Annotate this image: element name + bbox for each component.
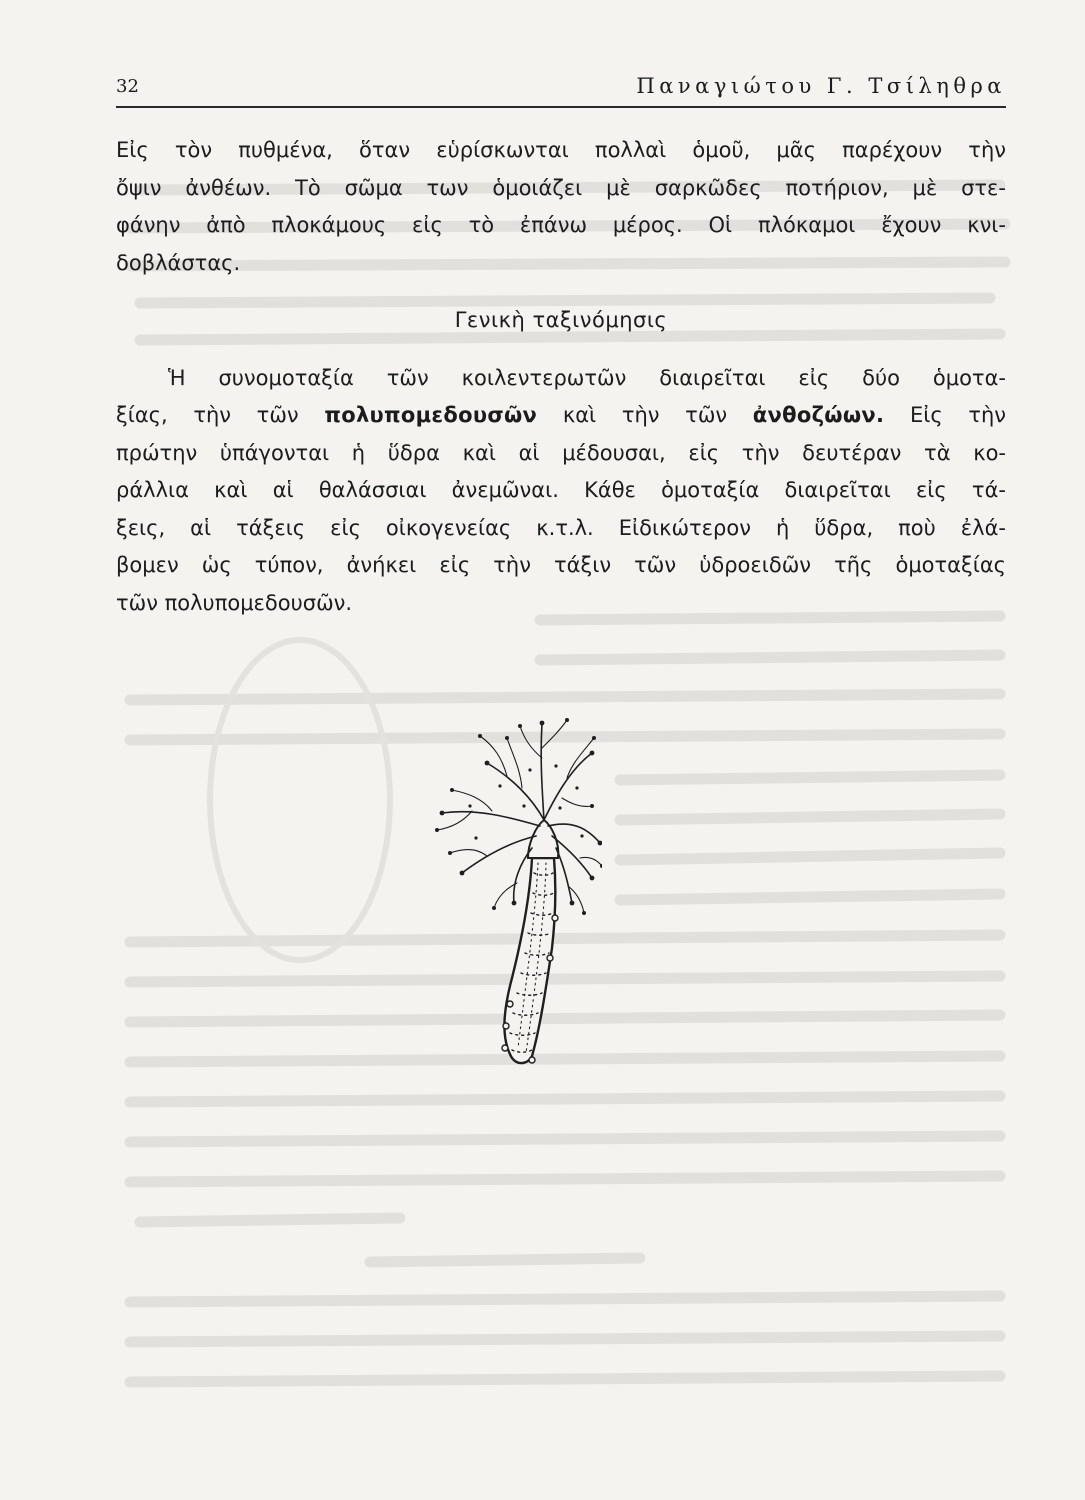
term-anthozoa: ἀνθοζώων. <box>752 403 885 427</box>
text-line: ὄψιν ἀνθέων. Τὸ σῶμα των ὁμοιάζει μὲ σαρκῶδες ποτήριον, μὲ στε- <box>116 175 1006 200</box>
text-span: Εἰς τὴν <box>884 403 1007 427</box>
paragraph-1 <box>116 132 1006 282</box>
term-polypomedusae: πολυπομεδουσῶν <box>324 403 538 427</box>
text-line: ξεις, αἱ τάξεις εἰς οἰκογενείας κ.τ.λ. Εἰδικώτερον ἡ ὕδρα, ποὺ ἐλά- <box>116 515 1006 540</box>
text-line: βομεν ὡς τύπον, ἀνήκει εἰς τὴν τάξιν τῶν ὑδροειδῶν τῆς ὁμοταξίας <box>116 553 1006 577</box>
text-span: ξίας, τὴν τῶν <box>116 403 325 427</box>
page-number: 32 <box>116 76 139 97</box>
paragraph-2 <box>116 360 1006 623</box>
text-line: Ἡ συνομοταξία τῶν κοιλεντερωτῶν διαιρεῖται εἰς δύο ὁμοτα- <box>168 365 1006 390</box>
text-line: Εἰς τὸν πυθμένα, ὅταν εὑρίσκωνται πολλαὶ ὁμοῦ, μᾶς παρέχουν τὴν <box>116 138 1006 162</box>
body-text <box>116 132 1006 622</box>
text-line: πρώτην ὑπάγονται ἡ ὕδρα καὶ αἱ μέδουσαι, εἰς τὴν δευτέραν τὰ κο- <box>116 440 1006 465</box>
running-header <box>116 70 1006 108</box>
section-heading: Γενικὴ ταξινόμησις <box>454 308 668 332</box>
running-title: Παναγιώτου Γ. Τσίληθρα <box>636 74 1006 98</box>
text-line: δοβλάστας. <box>116 250 241 275</box>
text-line: ράλλια καὶ αἱ θαλάσσιαι ἀνεμῶναι. Κάθε ὁμοταξία διαιρεῖται εἰς τά- <box>116 478 1006 502</box>
text-span: καὶ τὴν τῶν <box>537 403 753 427</box>
text-line-with-terms <box>116 397 1006 435</box>
text-line: φάνην ἀπὸ πλοκάμους εἰς τὸ ἐπάνω μέρος. Οἱ πλόκαμοι ἔχουν κνι- <box>116 213 1006 237</box>
hydroid-illustration <box>432 708 602 1088</box>
text-line: τῶν πολυπομεδουσῶν. <box>116 590 353 615</box>
